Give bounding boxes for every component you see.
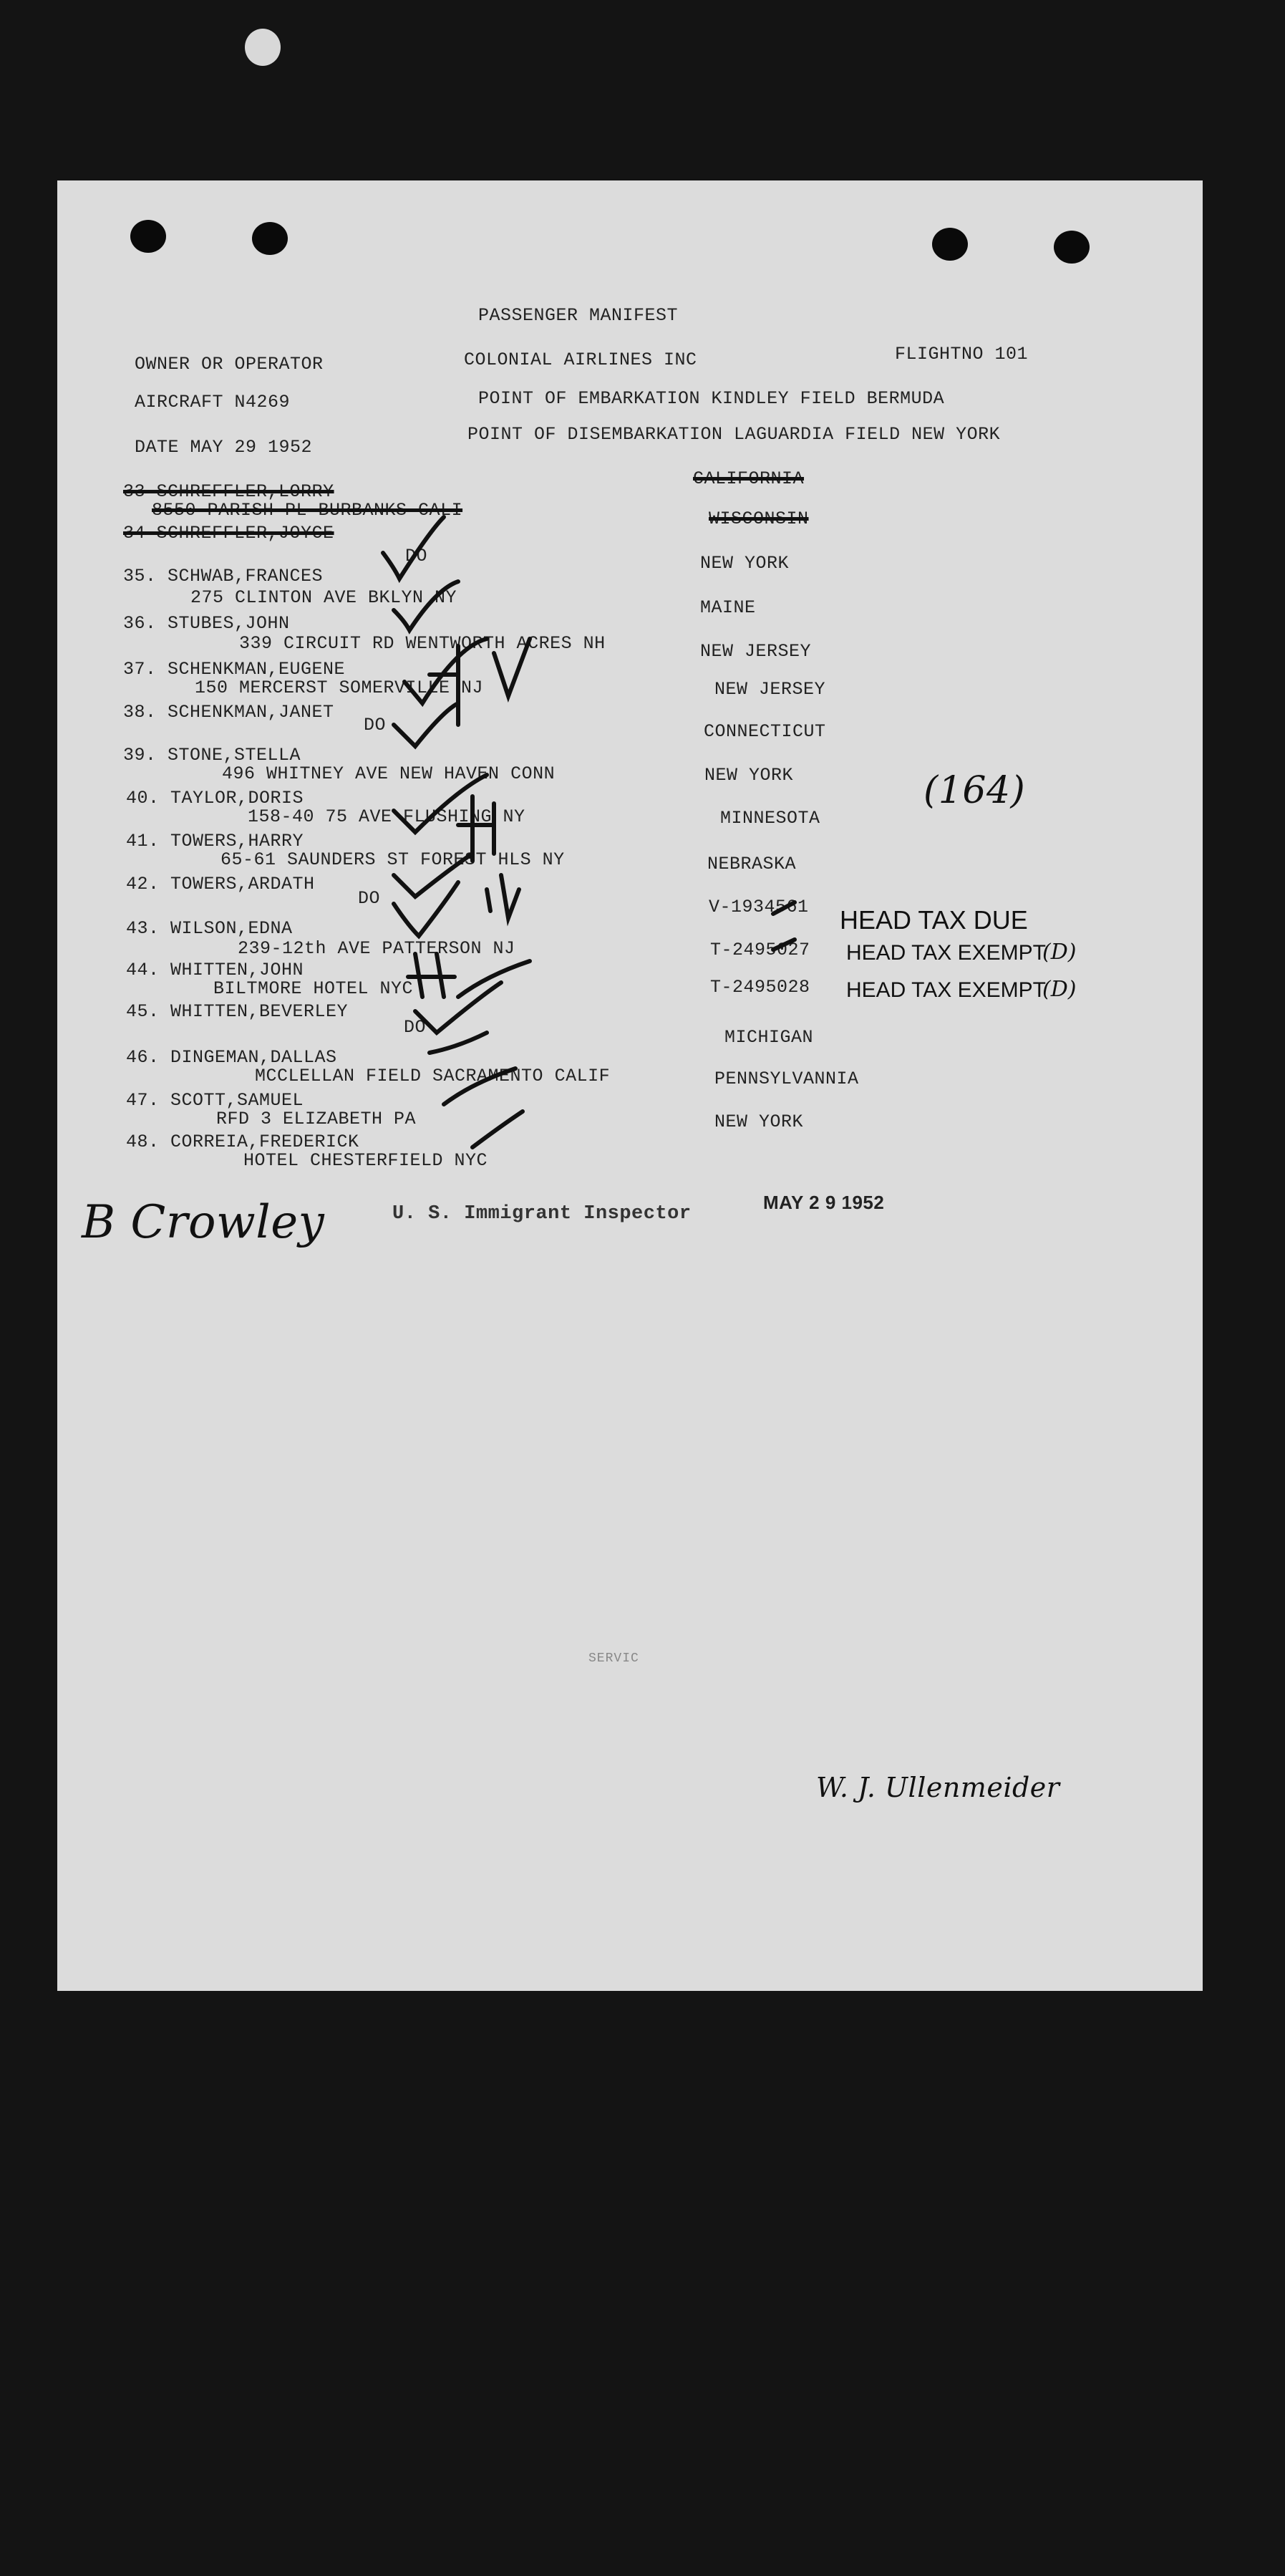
exempt-code: (D) [1042,940,1077,965]
passenger-name: 41. TOWERS,HARRY [126,831,304,852]
passenger-destination: T-2495027 [710,940,810,960]
manifest-title: PASSENGER MANIFEST [478,305,679,326]
flight-number: FLIGHTNO 101 [895,344,1029,365]
passenger-address: 496 WHITNEY AVE NEW HAVEN CONN [222,763,556,784]
passenger-name: 43. WILSON,EDNA [126,918,293,939]
manifest-page [57,180,1203,1991]
passenger-address: 158-40 75 AVE FLUSHING NY [248,806,525,827]
check-mark [773,940,795,950]
page-number: (164) [923,769,1026,812]
check-mark [394,854,472,897]
check-mark [430,1033,487,1053]
check-mark [472,1111,523,1147]
passenger-destination: NEW YORK [714,1111,804,1132]
passenger-address: BILTMORE HOTEL NYC [213,978,414,999]
passenger-destination: PENNSYLVANNIA [714,1068,859,1089]
ditto-mark: DO [358,888,381,909]
passenger-name: 39. STONE,STELLA [123,745,301,766]
service-stamp-fragment: SERVIC [588,1651,639,1666]
passenger-destination: NEW YORK [704,765,794,786]
passenger-address: RFD 3 ELIZABETH PA [216,1109,417,1129]
passenger-name: 48. CORREIA,FREDERICK [126,1132,359,1152]
passenger-name: 45. WHITTEN,BEVERLEY [126,1001,349,1022]
passenger-destination: NEW JERSEY [714,679,826,700]
check-mark [394,703,458,746]
passenger-destination: WISCONSIN [709,508,809,529]
passenger-address: 150 MERCERST SOMERVILLE NJ [195,677,484,698]
bottom-signature: W. J. Ullenmeider [816,1772,1060,1803]
check-mark [415,983,501,1033]
ditto-mark: DO [364,715,387,735]
exempt-code: (D) [1042,977,1077,1002]
owner-label: OWNER OR OPERATOR [135,354,324,375]
passenger-name: 37. SCHENKMAN,EUGENE [123,659,346,680]
aircraft-number: AIRCRAFT N4269 [135,392,291,413]
passenger-address: 8550 PARISH PL BURBANKS CALI [152,500,463,521]
passenger-name: 35. SCHWAB,FRANCES [123,566,324,587]
check-mark [394,582,458,630]
check-marks [57,180,1203,1991]
check-mark [487,875,519,918]
passenger-address: 65-61 SAUNDERS ST FOREST HLS NY [220,849,565,870]
manifest-date: DATE MAY 29 1952 [135,437,313,458]
check-mark [404,639,487,703]
passenger-destination: NEW YORK [700,553,790,574]
passenger-destination: NEBRASKA [707,854,797,874]
passenger-address: HOTEL CHESTERFIELD NYC [243,1150,488,1171]
embarkation-point: POINT OF EMBARKATION KINDLEY FIELD BERMUDA [478,388,945,409]
passenger-destination: NEW JERSEY [700,641,812,662]
passenger-name: 46. DINGEMAN,DALLAS [126,1047,337,1068]
ditto-mark: DO [404,1017,427,1038]
head-tax-due-stamp: HEAD TAX DUE [840,905,1028,935]
check-mark [383,517,444,579]
passenger-name: 42. TOWERS,ARDATH [126,874,315,894]
film-speck [245,29,281,66]
check-mark [458,961,530,997]
inspector-signature: B Crowley [82,1196,325,1249]
inspector-label: U. S. Immigrant Inspector [392,1203,692,1225]
passenger-destination: CONNECTICUT [704,721,826,742]
passenger-address: 275 CLINTON AVE BKLYN NY [190,587,457,608]
passenger-name: 38. SCHENKMAN,JANET [123,702,334,723]
head-tax-exempt-stamp: HEAD TAX EXEMPT [846,941,1046,965]
check-mark [773,902,795,914]
ditto-mark: DO [405,546,428,566]
passenger-destination: MINNESOTA [720,808,820,829]
inspection-date-stamp: MAY 2 9 1952 [763,1192,885,1213]
passenger-name: 33 SCHREFFLER,LORRY [123,481,334,502]
check-mark [458,796,494,861]
passenger-destination: MAINE [700,597,756,618]
check-mark [408,954,455,997]
passenger-address: 339 CIRCUIT RD WENTWORTH ACRES NH [239,633,606,654]
passenger-name: 44. WHITTEN,JOHN [126,960,304,980]
passenger-destination: V-1934561 [709,897,809,917]
check-mark [494,639,530,696]
passenger-address: MCCLELLAN FIELD SACRAMENTO CALIF [255,1066,611,1086]
passenger-address: 239-12th AVE PATTERSON NJ [238,938,515,959]
owner-name: COLONIAL AIRLINES INC [464,349,697,370]
check-mark [444,1068,515,1104]
passenger-name: 34 SCHREFFLER,JOYCE [123,523,334,544]
passenger-name: 40. TAYLOR,DORIS [126,788,304,809]
passenger-name: 36. STUBES,JOHN [123,613,290,634]
head-tax-exempt-stamp: HEAD TAX EXEMPT [846,978,1046,1002]
passenger-name: 47. SCOTT,SAMUEL [126,1090,304,1111]
passenger-destination: MICHIGAN [724,1027,814,1048]
passenger-destination: CALIFORNIA [693,468,805,489]
disembarkation-point: POINT OF DISEMBARKATION LAGUARDIA FIELD NEW YORK [467,424,1001,445]
passenger-destination: T-2495028 [710,977,810,998]
